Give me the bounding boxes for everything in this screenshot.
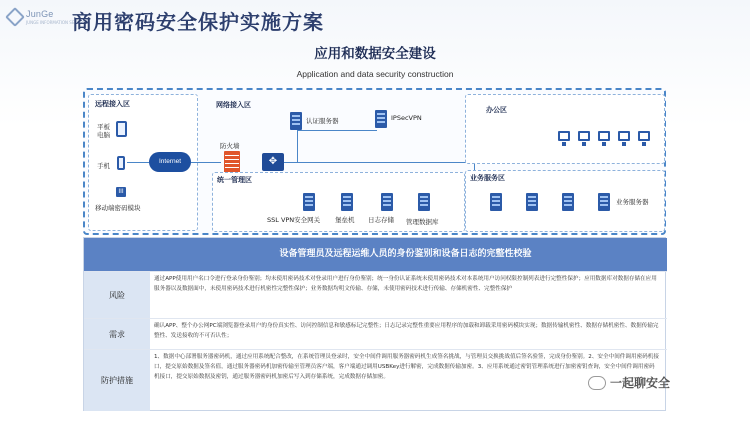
- server-icon: [490, 193, 502, 211]
- pc-icon: [598, 131, 610, 141]
- firewall-icon: [224, 151, 240, 173]
- wechat-icon: [588, 376, 606, 390]
- label-bastion: 堡垒机: [335, 216, 355, 224]
- zone-label-unified: 统一管理区: [217, 176, 252, 184]
- phone-icon: [117, 156, 125, 170]
- header: [0, 0, 750, 38]
- section-title: 应用和数据安全建设: [314, 46, 436, 62]
- pc-icon: [578, 131, 590, 141]
- zone-label-remote: 远程接入区: [95, 100, 130, 108]
- requirements-table: [83, 237, 666, 411]
- server-icon: [375, 110, 387, 128]
- architecture-diagram: [83, 88, 666, 235]
- zone-network-access: [212, 94, 465, 169]
- link-line: [297, 130, 377, 131]
- zone-business-service: [465, 170, 665, 232]
- logo-subtext: JUNGE INFORMATION SECURITY: [26, 20, 89, 25]
- label-tablet: 平板 电脑: [97, 123, 110, 139]
- label-phone: 手机: [97, 162, 110, 170]
- section-subtitle: Application and data security construction: [296, 69, 454, 79]
- module-icon: III: [116, 187, 126, 197]
- switch-icon: ✥: [262, 153, 284, 171]
- label-ipsec: IPSecVPN: [391, 114, 422, 122]
- logo-text: JunGe: [26, 9, 54, 19]
- pc-icon: [558, 131, 570, 141]
- table-row: [84, 271, 667, 318]
- watermark-text: 一起聊安全: [610, 376, 671, 390]
- label-log-store: 日志存储: [368, 216, 394, 224]
- label-biz-server: 业务服务器: [616, 198, 649, 206]
- server-icon: [562, 193, 574, 211]
- table-row: [84, 349, 667, 411]
- link-line: [284, 162, 474, 163]
- watermark: [588, 374, 670, 391]
- row-text: 1、数据中心部署服务器密码机，通过应用系统配合整改，在系统管理员登录时，安全中间件调用服务器密码机生成签名挑战，与管理员交换挑战值后签名验签，完成身份鉴别。2、安全中间件调用密码机接口，提交原始数据及签名值，通过服务器密码机加密传输至管理员客户端，客户端通过调用USBKey进行解密，完成数据传输加密。3、应用系统通过密钥管理系统进行加密密钥查询，安全中间件调用密码机接口，提交原始数据及密钥，通过服务器密码机加密后写入到存储系统，完成数据存储加密。: [154, 354, 659, 380]
- tablet-icon: [116, 121, 127, 137]
- zone-label-network: 网络接入区: [216, 101, 251, 109]
- cloud-icon: Internet: [149, 152, 191, 172]
- label-firewall: 防火墙: [220, 142, 240, 150]
- table-heading: 设备管理员及远程运维人员的身份鉴别和设备日志的完整性校验: [84, 238, 667, 271]
- server-icon: [526, 193, 538, 211]
- zone-unified-management: [212, 172, 465, 232]
- row-label: 风险: [84, 272, 150, 318]
- zone-label-business: 业务服务区: [470, 174, 505, 182]
- pc-icon: [638, 131, 650, 141]
- label-auth-server: 认证服务器: [306, 117, 339, 125]
- link-line: [127, 162, 149, 163]
- server-icon: [381, 193, 393, 211]
- pc-icon: [618, 131, 630, 141]
- zone-label-office: 办公区: [486, 106, 507, 114]
- link-line: [297, 130, 298, 162]
- server-icon: [290, 112, 302, 130]
- logo: [8, 8, 89, 36]
- label-ssl-vpn: SSL VPN安全网关: [267, 216, 321, 224]
- server-icon: [418, 193, 430, 211]
- label-mgmt-db: 管理数据库: [406, 218, 439, 226]
- row-label: 需求: [84, 319, 150, 349]
- label-mobile-module: 移动端密码模块: [95, 204, 141, 212]
- row-text: 通过APP使用用户名口令进行登录身份鉴别；均未使用密码技术对登录用户进行身份鉴别；统一身份认证系统未使用密码技术对本系统用户访问权限控制列表进行完整性保护；应用数据库对数据存储在应用服务器以及数据面中，未使用密码技术进行机密性完整性保护；业务数据均明文传输、存储，未使用密码技术进行传输、存储机密性、完整性保护: [154, 276, 657, 292]
- server-icon: [598, 193, 610, 211]
- server-icon: [341, 193, 353, 211]
- server-icon: [303, 193, 315, 211]
- row-text: 确认APP、整个办公网PC端浏览器登录用户的身份真实性、访问控制信息和敏感标记完整性；日志记录完整性重要应用程序的加载和卸载采用密码模块实现；数据传输机密性、数据存储机密性、数据传输完整性、发送接收的不可否认性；: [154, 323, 659, 339]
- zone-office: [465, 94, 665, 164]
- page-title: 商用密码安全保护实施方案: [72, 10, 324, 34]
- logo-mark-icon: [5, 7, 25, 27]
- table-row: [84, 318, 667, 349]
- row-label: 防护措施: [84, 350, 150, 411]
